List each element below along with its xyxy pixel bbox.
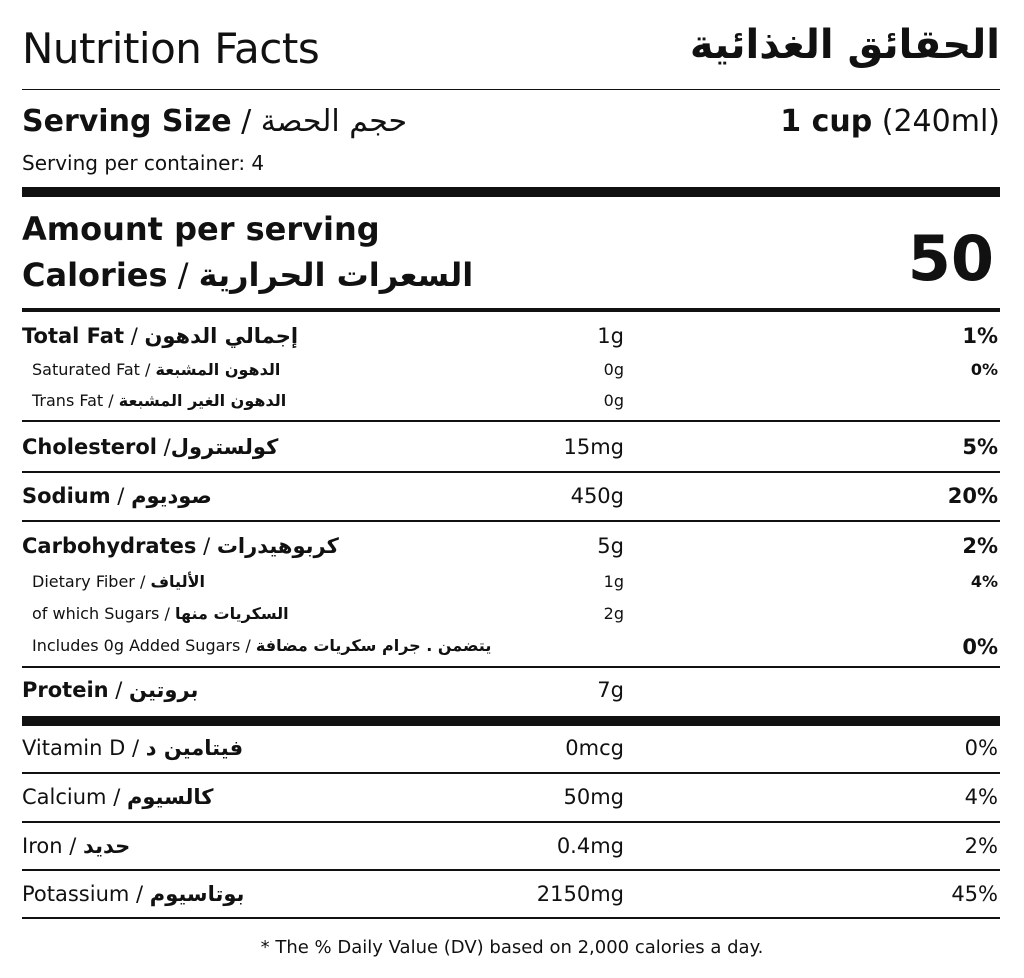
- vitamin-amount: 0.4mg: [556, 834, 624, 858]
- nutrient-row-cholesterol: [22, 435, 1000, 465]
- nutrient-label: Sodium / صوديوم: [22, 484, 212, 508]
- serving-size-main: 1 cup: [780, 104, 873, 139]
- divider-thin-top: [22, 89, 1000, 90]
- nutrient-label: Includes 0g Added Sugars / يتضمن . جرام سكريات مضافة: [32, 636, 492, 655]
- divider: [22, 471, 1000, 473]
- label-en: Trans Fat: [32, 391, 104, 410]
- vitamin-label: Calcium / كالسيوم: [22, 785, 214, 809]
- nutrient-label: Total Fat / إجمالي الدهون: [22, 324, 299, 348]
- divider-bottom: [22, 917, 1000, 919]
- serving-size-label: Serving Size / حجم الحصة: [22, 104, 408, 139]
- divider: [22, 772, 1000, 774]
- divider: [22, 520, 1000, 522]
- divider-thick-1: [22, 187, 1000, 197]
- label-ar: بروتين: [129, 678, 199, 702]
- nutrient-row-sugars: [22, 604, 1000, 634]
- label-ar: حديد: [82, 834, 131, 858]
- nutrient-label: Dietary Fiber / الألياف: [32, 572, 205, 591]
- label-en: Dietary Fiber: [32, 572, 135, 591]
- label-en: Calcium: [22, 785, 107, 809]
- divider: [22, 821, 1000, 823]
- nutrient-row-trans-fat: [22, 391, 1000, 421]
- label-ar: الألياف: [150, 572, 205, 591]
- vitamin-dv: 45%: [951, 882, 998, 906]
- serving-size-label-en: Serving Size: [22, 104, 232, 139]
- label-ar: فيتامين د: [145, 736, 244, 760]
- nutrient-dv: 1%: [962, 324, 998, 348]
- serving-size-label-ar: حجم الحصة: [260, 104, 408, 139]
- nutrient-dv: 4%: [970, 572, 998, 591]
- label-en: Includes 0g Added Sugars: [32, 636, 241, 655]
- serving-size-value: [780, 104, 1000, 139]
- label-ar: يتضمن . جرام سكريات مضافة: [255, 636, 492, 655]
- label-en: Vitamin D: [22, 736, 126, 760]
- vitamin-row-iron: [22, 834, 1000, 864]
- nutrient-dv: 0%: [962, 635, 998, 659]
- vitamin-dv: 0%: [964, 736, 998, 760]
- daily-value-footnote: * The % Daily Value (DV) based on 2,000 calories a day.: [260, 937, 764, 958]
- divider: [22, 666, 1000, 668]
- nutrient-amount: 7g: [597, 678, 624, 702]
- nutrient-label: Carbohydrates / كربوهيدرات: [22, 534, 339, 558]
- nutrient-amount: 450g: [570, 484, 624, 508]
- label-ar: السكريات منها: [174, 604, 289, 623]
- calories-label: Calories / السعرات الحرارية: [22, 256, 474, 294]
- nutrient-amount: 15mg: [563, 435, 624, 459]
- nutrient-dv: 2%: [962, 534, 998, 558]
- nutrient-label: of which Sugars / السكريات منها: [32, 604, 289, 623]
- nutrient-row-carbohydrates: [22, 534, 1000, 564]
- divider-thick-2: [22, 716, 1000, 726]
- vitamin-row-potassium: [22, 882, 1000, 912]
- title-arabic: الحقائق الغذائية: [689, 22, 1000, 68]
- nutrient-amount: 1g: [597, 324, 624, 348]
- label-en: Sodium: [22, 484, 111, 508]
- label-en: Saturated Fat: [32, 360, 140, 379]
- nutrient-amount: 0g: [603, 360, 624, 379]
- vitamin-amount: 50mg: [563, 785, 624, 809]
- nutrient-dv: 5%: [962, 435, 998, 459]
- label-ar: الدهون المشبعة: [155, 360, 281, 379]
- nutrient-dv: 20%: [947, 484, 998, 508]
- nutrient-row-added-sugars: [22, 636, 1000, 666]
- label-ar: بوتاسيوم: [149, 882, 245, 906]
- label-ar: كالسيوم: [126, 785, 214, 809]
- vitamin-row-vitamin-d: [22, 736, 1000, 766]
- vitamin-dv: 2%: [964, 834, 998, 858]
- calories-value: 50: [907, 222, 994, 295]
- vitamin-dv: 4%: [964, 785, 998, 809]
- label-ar: كربوهيدرات: [216, 534, 339, 558]
- label-en: Cholesterol: [22, 435, 157, 459]
- nutrient-amount: 5g: [597, 534, 624, 558]
- label-en: Potassium: [22, 882, 130, 906]
- label-ar: كولسترول: [170, 435, 279, 459]
- nutrient-row-total-fat: [22, 324, 1000, 354]
- vitamin-label: Iron / حديد: [22, 834, 131, 858]
- label-en: Carbohydrates: [22, 534, 197, 558]
- nutrient-amount: 1g: [603, 572, 624, 591]
- vitamin-amount: 0mcg: [565, 736, 624, 760]
- calories-label-en: Calories: [22, 256, 168, 294]
- nutrient-label: Trans Fat / الدهون الغير المشبعة: [32, 391, 287, 410]
- nutrient-label: Cholesterol /كولسترول: [22, 435, 279, 459]
- nutrient-row-protein: [22, 678, 1000, 708]
- vitamin-amount: 2150mg: [536, 882, 624, 906]
- label-en: Total Fat: [22, 324, 125, 348]
- label-ar: إجمالي الدهون: [144, 324, 299, 348]
- vitamin-label: Vitamin D / فيتامين د: [22, 736, 244, 760]
- vitamin-row-calcium: [22, 785, 1000, 815]
- serving-size-ml: (240ml): [881, 104, 1000, 139]
- title-english: Nutrition Facts: [22, 24, 320, 73]
- nutrient-amount: 0g: [603, 391, 624, 410]
- servings-per-container: Serving per container: 4: [22, 151, 265, 175]
- label-en: Iron: [22, 834, 63, 858]
- nutrient-amount: 2g: [603, 604, 624, 623]
- nutrient-dv: 0%: [970, 360, 998, 379]
- divider: [22, 420, 1000, 422]
- label-ar: صوديوم: [131, 484, 212, 508]
- nutrient-row-saturated-fat: [22, 360, 1000, 390]
- label-ar: الدهون الغير المشبعة: [118, 391, 287, 410]
- amount-per-serving: Amount per serving: [22, 210, 380, 248]
- divider-medium: [22, 308, 1000, 312]
- label-en: Protein: [22, 678, 109, 702]
- nutrient-row-sodium: [22, 484, 1000, 514]
- nutrient-label: Protein / بروتين: [22, 678, 199, 702]
- nutrient-label: Saturated Fat / الدهون المشبعة: [32, 360, 281, 379]
- label-en: of which Sugars: [32, 604, 160, 623]
- calories-label-ar: السعرات الحرارية: [198, 256, 474, 294]
- vitamin-label: Potassium / بوتاسيوم: [22, 882, 245, 906]
- nutrient-row-dietary-fiber: [22, 572, 1000, 602]
- divider: [22, 869, 1000, 871]
